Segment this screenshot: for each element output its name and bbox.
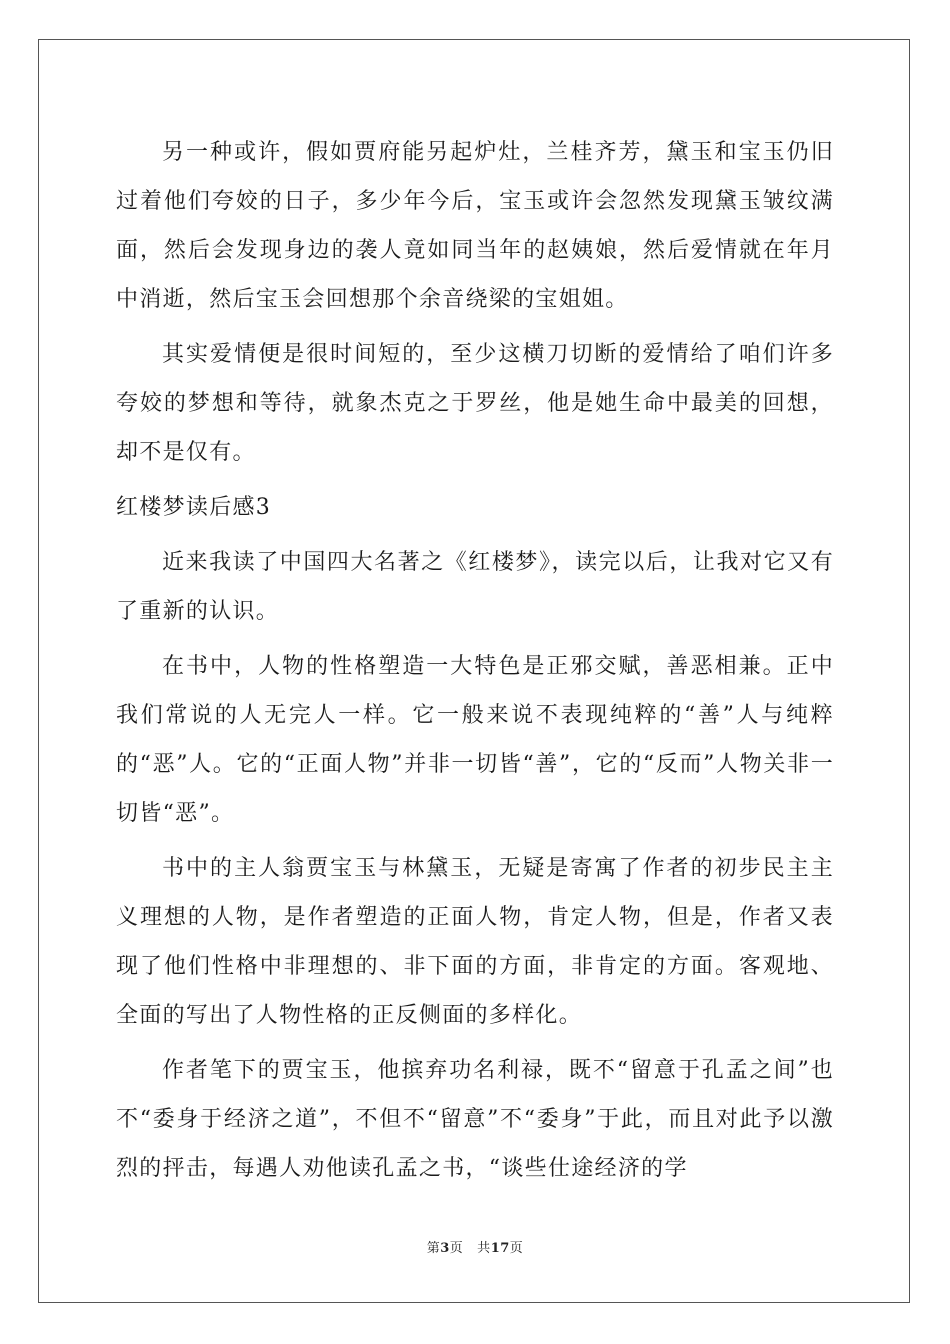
paragraph: 近来我读了中国四大名著之《红楼梦》，读完以后，让我对它又有了重新的认识。 [116, 550, 834, 624]
page-number: 3 [440, 1241, 450, 1256]
paragraph: 书中的主人翁贾宝玉与林黛玉，无疑是寄寓了作者的初步民主主义理想的人物，是作者塑造的正面人物，肯定人物，但是，作者又表现了他们性格中非理想的、非下面的方面，非肯定的方面。客观地、全面的写出了人物性格的正反侧面的多样化。 [116, 856, 834, 1028]
document-body [116, 128, 834, 1199]
page-suffix: 页 [449, 1241, 464, 1256]
page-prefix: 第 [426, 1241, 441, 1256]
paragraph: 作者笔下的贾宝玉，他摈弃功名利禄，既不“留意于孔孟之间”也不“委身于经济之道”，不但不“留意”不“委身”于此，而且对此予以激烈的抨击，每遇人劝他读孔孟之书，“谈些仕途经济的学 [116, 1058, 834, 1181]
total-prefix: 共 [477, 1241, 491, 1256]
paragraph: 在书中，人物的性格塑造一大特色是正邪交赋，善恶相兼。正中我们常说的人无完人一样。它一般来说不表现纯粹的“善”人与纯粹的“恶”人。它的“正面人物”并非一切皆“善”，它的“反而”人物关非一切皆“恶”。 [116, 654, 834, 826]
total-suffix: 页 [509, 1241, 524, 1256]
page-footer [0, 1237, 950, 1256]
paragraph: 其实爱情便是很时间短的，至少这横刀切断的爱情给了咱们许多夸姣的梦想和等待，就象杰克之于罗丝，他是她生命中最美的回想，却不是仅有。 [116, 342, 834, 465]
section-heading: 红楼梦读后感3 [116, 495, 272, 520]
total-pages: 17 [490, 1241, 510, 1256]
paragraph: 另一种或许，假如贾府能另起炉灶，兰桂齐芳，黛玉和宝玉仍旧过着他们夸姣的日子，多少年今后，宝玉或许会忽然发现黛玉皱纹满面，然后会发现身边的袭人竟如同当年的赵姨娘，然后爱情就在年月中消逝，然后宝玉会回想那个余音绕梁的宝姐姐。 [116, 140, 834, 312]
